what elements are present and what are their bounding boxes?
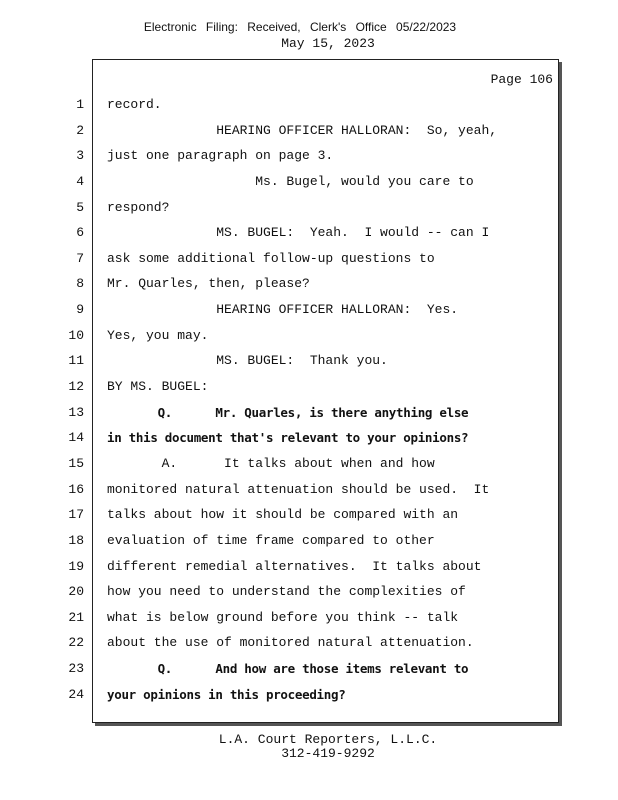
line-number: 1 <box>76 97 84 112</box>
line-number: 6 <box>76 225 84 241</box>
transcript-line: record. <box>107 97 162 112</box>
reporter-company: L.A. Court Reporters, L.L.C. <box>218 732 438 747</box>
line-number: 15 <box>68 455 84 471</box>
transcript-line: talks about how it should be compared with an <box>107 507 459 523</box>
transcript-line: BY MS. BUGEL: <box>107 379 209 395</box>
line-number: 17 <box>68 507 84 523</box>
line-number: 10 <box>68 327 84 343</box>
reporter-phone: 312-419-9292 <box>281 746 375 761</box>
question-line: in this document that's relevant to your opinions? <box>107 430 469 446</box>
transcript-date: May 15, 2023 <box>281 36 375 51</box>
transcript-line: how you need to understand the complexities of <box>107 584 466 600</box>
transcript-line: just one paragraph on page 3. <box>107 148 334 164</box>
transcript-line: ask some additional follow-up questions to <box>107 250 435 266</box>
line-number: 21 <box>68 609 84 625</box>
question-line: your opinions in this proceeding? <box>107 686 346 702</box>
transcript-text <box>107 92 552 707</box>
reporter-footer <box>0 733 618 761</box>
filing-stamp: Electronic Filing: Received, Clerk's Office 05/22/2023 <box>143 20 457 34</box>
line-number: 9 <box>76 302 84 318</box>
transcript-line: monitored natural attenuation should be used. It <box>107 481 490 497</box>
transcript-line: MS. BUGEL: Yeah. I would -- can I <box>107 225 490 241</box>
question-line: Q. And how are those items relevant to <box>107 661 469 677</box>
line-number: 8 <box>76 276 84 292</box>
line-number: 14 <box>68 430 84 446</box>
transcript-line: HEARING OFFICER HALLORAN: Yes. <box>107 302 459 318</box>
question-line: Q. Mr. Quarles, is there anything else <box>107 404 469 420</box>
line-number: 18 <box>68 532 84 548</box>
transcript-line: about the use of monitored natural attenuation. <box>107 635 474 651</box>
line-number: 3 <box>76 148 84 164</box>
line-number: 23 <box>68 661 84 677</box>
line-number: 5 <box>76 199 84 215</box>
line-number-column <box>60 92 84 707</box>
transcript-line: MS. BUGEL: Thank you. <box>107 353 388 369</box>
transcript-line: Yes, you may. <box>107 327 209 343</box>
line-number: 13 <box>68 404 84 420</box>
line-number: 11 <box>68 353 84 369</box>
line-number: 20 <box>68 584 84 600</box>
line-number: 12 <box>68 379 84 395</box>
line-number: 16 <box>68 481 84 497</box>
page-number: Page 106 <box>490 72 553 87</box>
transcript-line: different remedial alternatives. It talks about <box>107 558 482 574</box>
line-number: 7 <box>76 250 84 266</box>
transcript-line: what is below ground before you think -- talk <box>107 609 459 625</box>
transcript-line: respond? <box>107 199 170 215</box>
line-number: 4 <box>76 173 84 189</box>
transcript-line: evaluation of time frame compared to other <box>107 532 435 548</box>
line-number: 2 <box>76 122 84 138</box>
transcript-line: Ms. Bugel, would you care to <box>107 173 474 189</box>
line-number: 22 <box>68 635 84 651</box>
transcript-line: Mr. Quarles, then, please? <box>107 276 310 292</box>
line-number: 24 <box>68 686 84 702</box>
transcript-line: HEARING OFFICER HALLORAN: So, yeah, <box>107 122 498 138</box>
line-number: 19 <box>68 558 84 574</box>
transcript-line: A. It talks about when and how <box>107 455 435 471</box>
